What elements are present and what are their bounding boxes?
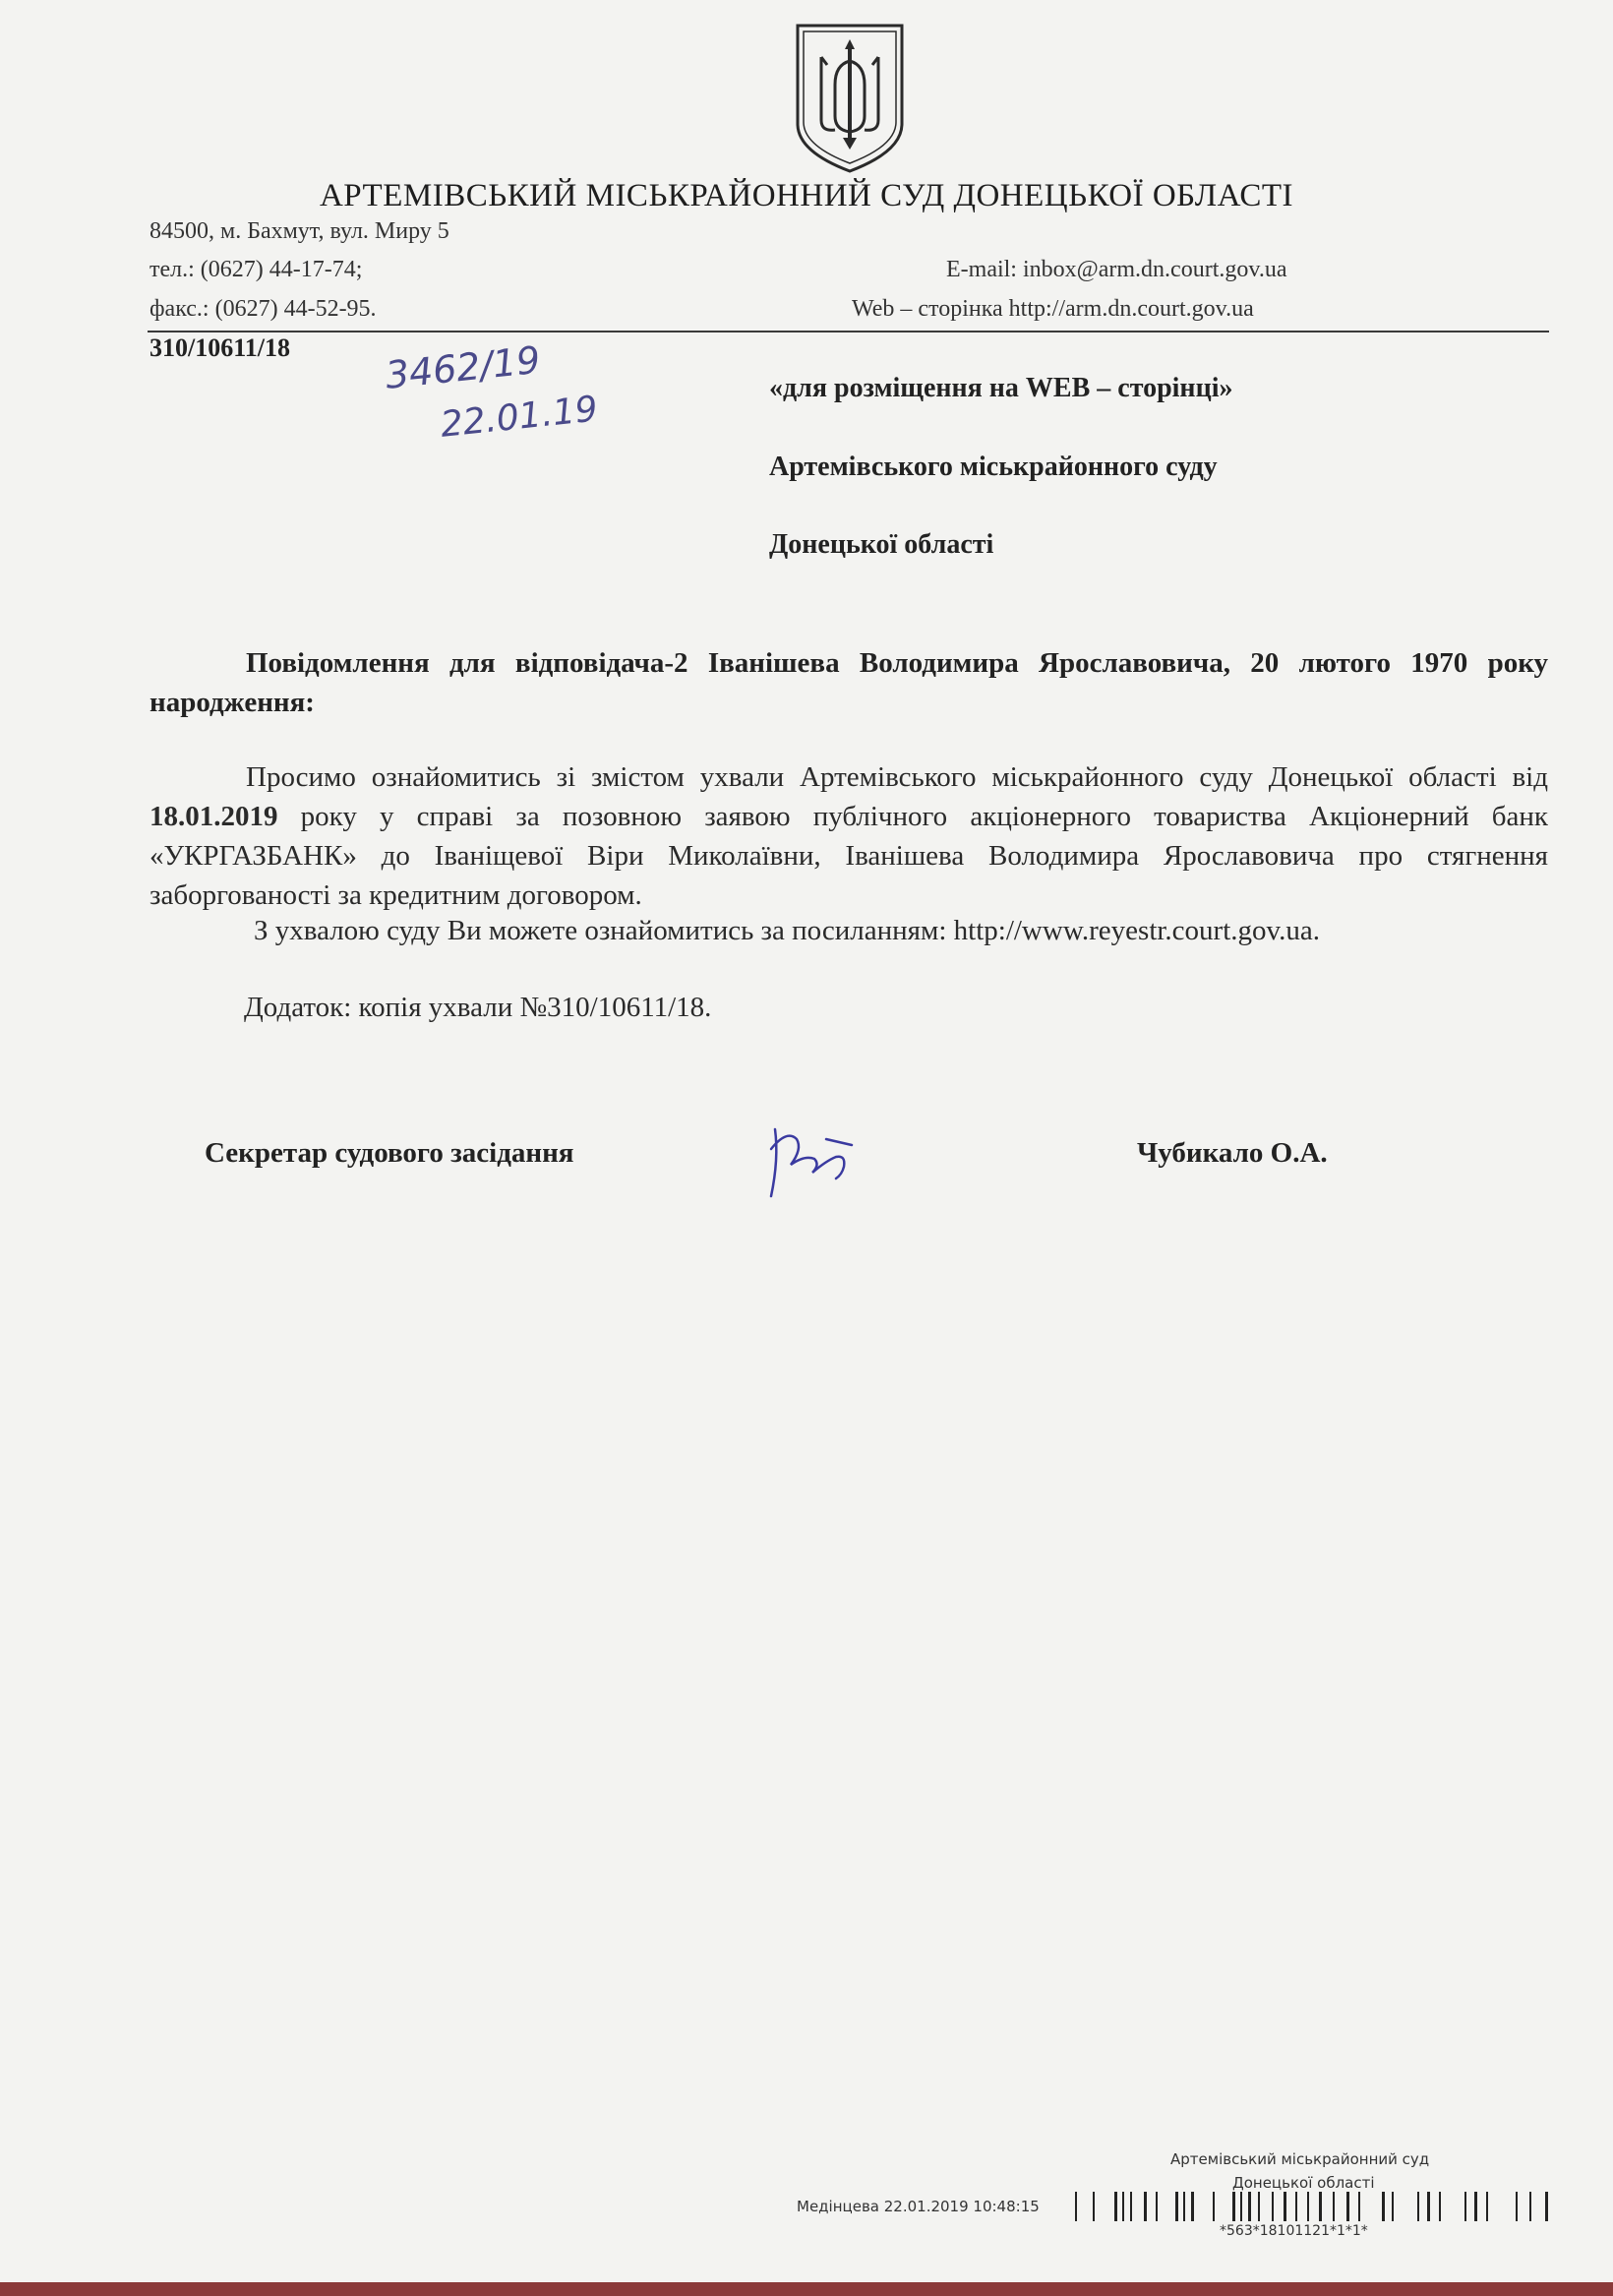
header-divider [148,331,1549,332]
court-phone: тел.: (0627) 44-17-74; [149,257,363,282]
coat-of-arms-icon [792,22,908,175]
recipient-line-3: Донецької області [769,529,994,560]
court-website: Web – сторінка http://arm.dn.court.gov.ua [852,296,1254,322]
handwritten-date: 22.01.19 [438,389,600,446]
case-number: 310/10611/18 [149,333,291,362]
court-fax: факс.: (0627) 44-52-95. [149,296,377,322]
court-address: 84500, м. Бахмут, вул. Миру 5 [149,218,449,244]
court-email: E-mail: inbox@arm.dn.court.gov.ua [946,257,1287,282]
barcode-code: *563*18101121*1*1* [1220,2223,1368,2239]
registry-link-line: З ухвалою суду Ви можете ознайомитись за посиланням: http://www.reyestr.court.gov.ua. [254,915,1321,946]
barcode-icon [1075,2192,1549,2221]
court-name: АРТЕМІВСЬКИЙ МІСЬКРАЙОННИЙ СУД ДОНЕЦЬКОЇ ОБЛАСТІ [319,178,1294,213]
registration-stamp-region: Донецької області [1232,2174,1375,2192]
notice-body-part-2: року у справі за позовною заявою публічного акціонерного товариства Акціонерний банк «УКРГАЗБАНК» до Іваніщевої Віри Миколаївни, Іванішева Володимира Ярославовича про стягнення заборгованості за кредитним договором. [149,801,1548,911]
handwritten-signature-icon [757,1110,866,1208]
handwritten-registration-number: 3462/19 [383,337,543,397]
signer-role: Секретар судового засідання [205,1137,574,1169]
registration-stamp-datetime: Медінцева 22.01.2019 10:48:15 [797,2198,1040,2215]
signer-name: Чубикало О.А. [1137,1137,1328,1169]
appendix-line: Додаток: копія ухвали №310/10611/18. [244,992,712,1023]
ruling-date: 18.01.2019 [149,801,278,832]
notice-body [149,757,1548,915]
registration-stamp-court: Артемівський міськрайонний суд [1170,2150,1430,2168]
scan-bottom-edge [0,2282,1613,2296]
notice-heading: Повідомлення для відповідача-2 Іванішева Володимира Ярославовича, 20 лютого 1970 року народження: [149,647,1548,718]
notice-body-part-1: Просимо ознайомитись зі змістом ухвали Артемівського міськрайонного суду Донецької області від [246,761,1548,793]
recipient-line-2: Артемівського міськрайонного суду [769,452,1218,482]
recipient-line-1: «для розміщення на WEB – сторінці» [769,373,1233,403]
